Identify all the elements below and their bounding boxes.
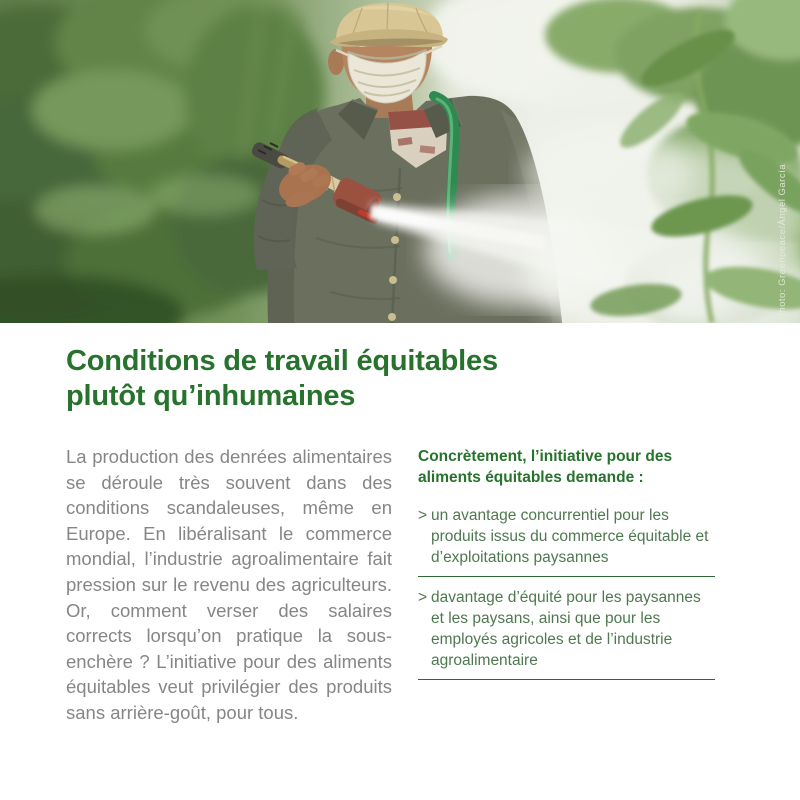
demands-panel [418,446,715,690]
photo-illustration [0,0,800,323]
page-title-line2: plutôt qu’inhumaines [66,380,356,412]
photo-credit: Photo: Greenpeace/Ángel García [777,163,788,319]
demand-item-2 [418,587,715,671]
demand-text-2: davantage d’équité pour les paysannes et les paysans, ainsi que pour les employés agricoles et de l’industrie agroalimentaire [431,589,701,669]
demands-heading: Concrètement, l’initiative pour des aliments équitables demande : [418,448,673,486]
hero-photo [0,0,800,323]
demand-divider-1 [418,576,715,577]
page-title [66,344,498,414]
chevron-bullet-icon: > [418,507,428,524]
page-title-line1: Conditions de travail équitables [66,345,498,377]
intro-paragraph: La production des denrées alimentaires se déroule très souvent dans des conditions scandaleuses, même en Europe. En libéralisant le commerce mondial, l’industrie agroalimentaire fait pression sur le revenu des agriculteurs. Or, comment verser des salaires corrects lorsqu’on pratique la sous-enchère ? L’initiative pour des aliments équitables veut privilégier des produits sans arrière-goût, pour tous. [66,446,392,723]
demand-divider-2 [418,679,715,680]
demand-text-1: un avantage concurrentiel pour les produits issus du commerce équitable et d’exploitations paysannes [431,507,709,566]
demand-item-1 [418,505,715,568]
chevron-bullet-icon: > [418,589,428,606]
